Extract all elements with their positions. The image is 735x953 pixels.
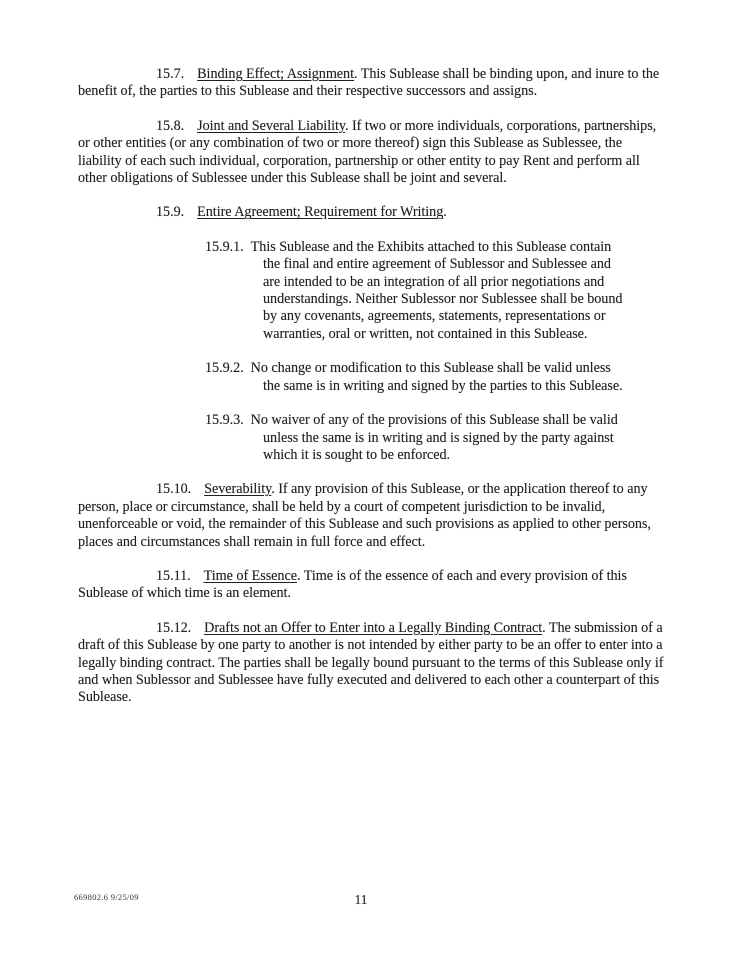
subsection-15-9-2	[205, 360, 625, 395]
section-15-9	[78, 204, 666, 221]
document-body	[78, 66, 666, 724]
section-15-8	[78, 118, 666, 188]
section-text: . If two or more individuals, corporations, partnerships, or other entities (or any combination of two or more thereof) sign this Sublease as Sublessee, the liability of each such individual, corporation, partnership or other entity to pay Rent and perform all other obligations of Sublessee under this Sublease shall be joint and several.	[78, 117, 657, 187]
subsection-text: This Sublease and the Exhibits attached to this Sublease contain the final and entire agreement of Sublessor and Sublessee and are intended to be an integration of all prior negotiations and understandings. Neither Sublessor nor Sublessee shall be bound by any covenants, agreements, statements, representations or warranties, oral or written, not contained in this Sublease.	[250, 238, 623, 342]
section-number: 15.10.	[156, 481, 192, 498]
section-number: 15.7.	[156, 66, 185, 82]
section-text: .	[443, 204, 447, 221]
subsection-number: 15.9.3.	[205, 412, 244, 429]
section-text: . Time is of the essence of each and every provision of this Sublease of which time is an element.	[78, 567, 627, 602]
section-text: . The submission of a draft of this Sublease by one party to another is not intended by either party to be an offer to enter into a legally binding contract. The parties shall be legally bound pursuant to the terms of this Sublease only if and when Sublessor and Sublessee have fully executed and delivered to each other a counterpart of this Sublease.	[78, 619, 664, 706]
section-heading: Joint and Several Liability	[197, 117, 345, 134]
section-heading: Severability	[204, 481, 272, 498]
section-heading: Binding Effect; Assignment	[197, 66, 354, 82]
page-number: 11	[354, 892, 368, 907]
section-text: . If any provision of this Sublease, or the application thereof to any person, place or circumstance, shall be held by a court of competent jurisdiction to be invalid, unenforceable or void, the remainder of this Sublease and such provisions as applied to other persons, places and circumstances shall remain in full force and effect.	[78, 481, 651, 550]
section-heading: Drafts not an Offer to Enter into a Legally Binding Contract	[204, 619, 543, 636]
subsection-15-9-1	[205, 239, 625, 343]
subsection-number: 15.9.1.	[205, 238, 244, 255]
section-heading: Time of Essence	[203, 567, 297, 584]
subsection-15-9-3	[205, 412, 625, 464]
section-15-11	[78, 568, 666, 603]
section-heading: Entire Agreement; Requirement for Writing	[197, 204, 444, 221]
section-number: 15.11.	[156, 567, 191, 584]
subsection-number: 15.9.2.	[205, 360, 244, 377]
section-number: 15.9.	[156, 204, 185, 221]
section-text: . This Sublease shall be binding upon, and inure to the benefit of, the parties to this Sublease and their respective successors and assigns.	[78, 66, 660, 100]
subsection-text: No change or modification to this Sublease shall be valid unless the same is in writing and signed by the parties to this Sublease.	[250, 360, 623, 394]
section-15-10	[78, 481, 666, 551]
section-15-7	[78, 66, 666, 101]
section-number: 15.12.	[156, 619, 192, 636]
subsection-text: No waiver of any of the provisions of this Sublease shall be valid unless the same is in writing and is signed by the party against which it is sought to be enforced.	[250, 412, 618, 463]
section-number: 15.8.	[156, 117, 185, 134]
footer-doc-number: 669802.6 9/25/09	[74, 892, 139, 902]
section-15-12	[78, 620, 666, 707]
